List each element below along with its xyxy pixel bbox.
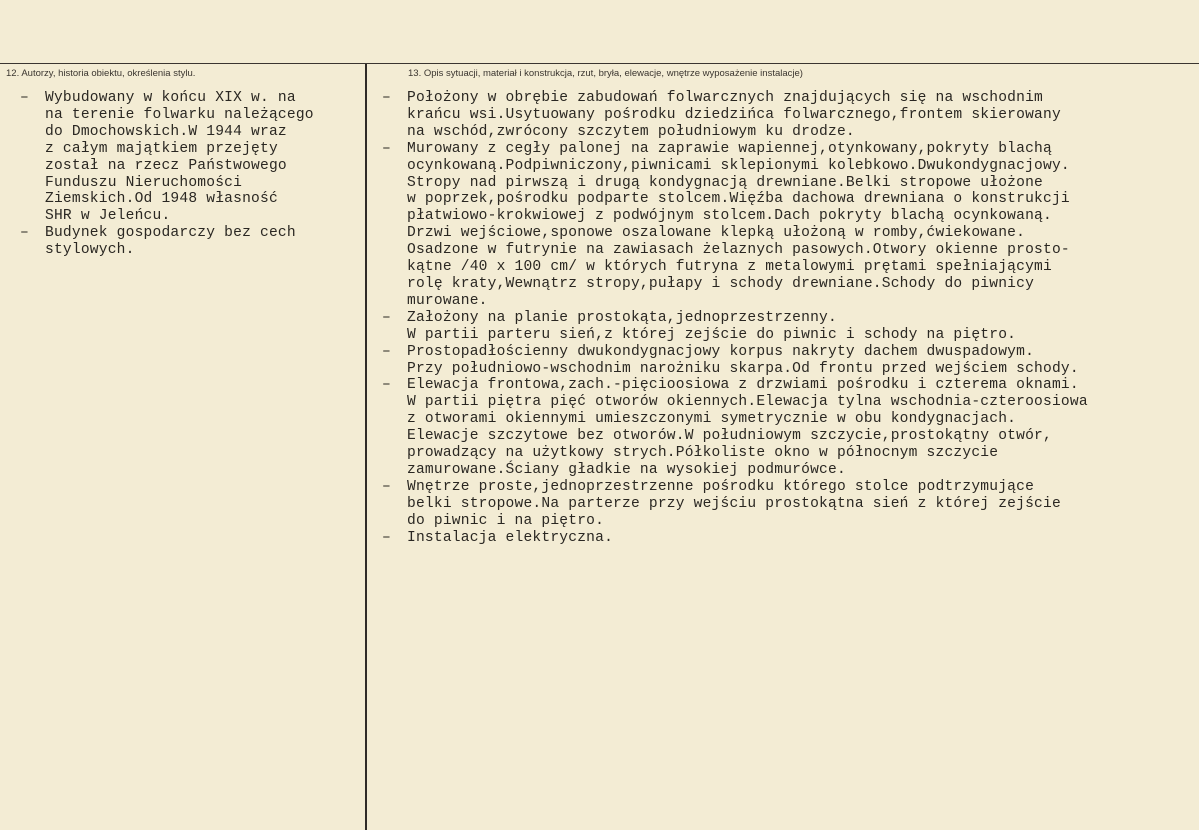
bullet-dash: – bbox=[382, 478, 391, 495]
text-line: Przy południowo-wschodnim narożniku skarpa.Od frontu przed wejściem schody. bbox=[407, 360, 1079, 377]
text-line: W partii parteru sień,z której zejście do piwnic i schody na piętro. bbox=[407, 326, 1017, 343]
text-line: Funduszu Nieruchomości bbox=[45, 174, 243, 191]
list-item bbox=[382, 90, 1192, 141]
text-line: Budynek gospodarczy bez cech bbox=[45, 225, 296, 242]
text-line: na terenie folwarku należącego bbox=[45, 106, 314, 123]
text-line: płatwiowo-krokwiowej z podwójnym stolcem.Dach pokryty blachą ocynkowaną. bbox=[407, 208, 1052, 225]
column-divider bbox=[365, 64, 367, 830]
text-line: Elewacje szczytowe bez otworów.W południowym szczycie,prostokątny otwór, bbox=[407, 428, 1052, 445]
bullet-dash: – bbox=[20, 225, 29, 242]
text-line: został na rzecz Państwowego bbox=[45, 157, 287, 174]
text-line: Elewacja frontowa,zach.-pięcioosiowa z drzwiami pośrodku i czterema oknami. bbox=[407, 377, 1079, 394]
text-line: Stropy nad pirwszą i drugą kondygnacją drewniane.Belki stropowe ułożone bbox=[407, 174, 1043, 191]
list-item bbox=[382, 479, 1192, 530]
list-item bbox=[382, 310, 1192, 344]
list-item bbox=[382, 377, 1192, 478]
text-line: murowane. bbox=[407, 292, 488, 309]
list-item bbox=[20, 225, 350, 259]
text-line: rolę kraty,Wewnątrz stropy,pułapy i schody drewniane.Schody do piwnicy bbox=[407, 275, 1035, 292]
description-column bbox=[382, 90, 1192, 546]
text-line: krańcu wsi.Usytuowany pośrodku dziedzińca folwarcznego,frontem skierowany bbox=[407, 106, 1061, 123]
text-line: Instalacja elektryczna. bbox=[407, 529, 614, 546]
text-line: Wnętrze proste,jednoprzestrzenne pośrodku którego stolce podtrzymujące bbox=[407, 478, 1035, 495]
text-line: ocynkowaną.Podpiwniczony,piwnicami sklepionymi kolebkowo.Dwukondygnacjowy. bbox=[407, 157, 1070, 174]
text-line: Położony w obrębie zabudowań folwarcznych znajdujących się na wschodnim bbox=[407, 90, 1043, 106]
bullet-dash: – bbox=[382, 343, 391, 360]
list-item bbox=[382, 141, 1192, 310]
list-item bbox=[382, 344, 1192, 378]
text-line: Drzwi wejściowe,sponowe oszalowane klepką ułożoną w romby,ćwiekowane. bbox=[407, 225, 1026, 242]
text-line: kątne /40 x 100 cm/ w których futryna z metalowymi prętami spełniającymi bbox=[407, 259, 1052, 276]
text-line: stylowych. bbox=[45, 242, 135, 259]
bullet-dash: – bbox=[382, 377, 391, 394]
bullet-dash: – bbox=[382, 309, 391, 326]
text-line: Prostopadłościenny dwukondygnacjowy korpus nakryty dachem dwuspadowym. bbox=[407, 343, 1035, 360]
bullet-dash: – bbox=[20, 90, 29, 106]
bullet-dash: – bbox=[382, 529, 391, 546]
text-line: SHR w Jeleńcu. bbox=[45, 208, 171, 225]
text-line: do piwnic i na piętro. bbox=[407, 512, 605, 529]
text-line: Założony na planie prostokąta,jednoprzestrzenny. bbox=[407, 309, 837, 326]
list-item bbox=[382, 530, 1192, 547]
text-line: zamurowane.Ściany gładkie na wysokiej podmurówce. bbox=[407, 461, 846, 478]
text-line: do Dmochowskich.W 1944 wraz bbox=[45, 123, 287, 140]
top-rule bbox=[0, 63, 1199, 64]
text-line: Osadzone w futrynie na zawiasach żelaznych pasowych.Otwory okienne prosto- bbox=[407, 242, 1070, 259]
section-13-heading: 13. Opis sytuacji, materiał i konstrukcja, rzut, bryła, elewacje, wnętrze wyposażenie instalacje) bbox=[408, 68, 803, 79]
bullet-dash: – bbox=[382, 90, 391, 106]
text-line: z całym majątkiem przejęty bbox=[45, 140, 278, 157]
text-line: belki stropowe.Na parterze przy wejściu prostokątna sień z której zejście bbox=[407, 495, 1061, 512]
bullet-dash: – bbox=[382, 140, 391, 157]
text-line: prowadzący na użytkowy strych.Półkoliste okno w północnym szczycie bbox=[407, 445, 999, 462]
text-line: na wschód,zwrócony szczytem południowym ku drodze. bbox=[407, 123, 855, 140]
history-column bbox=[20, 90, 350, 259]
text-line: Murowany z cegły palonej na zaprawie wapiennej,otynkowany,pokryty blachą bbox=[407, 140, 1052, 157]
section-12-heading: 12. Autorzy, historia obiektu, określenia stylu. bbox=[6, 68, 196, 79]
list-item bbox=[20, 90, 350, 225]
text-line: z otworami okiennymi umieszczonymi symetrycznie w obu kondygnacjach. bbox=[407, 411, 1017, 428]
text-line: Wybudowany w końcu XIX w. na bbox=[45, 90, 296, 106]
text-line: w poprzek,pośrodku podparte stolcem.Więźba dachowa drewniana o konstrukcji bbox=[407, 191, 1070, 208]
text-line: Ziemskich.Od 1948 własność bbox=[45, 191, 278, 208]
text-line: W partii piętra pięć otworów okiennych.Elewacja tylna wschodnia-czteroosiowa bbox=[407, 394, 1088, 411]
